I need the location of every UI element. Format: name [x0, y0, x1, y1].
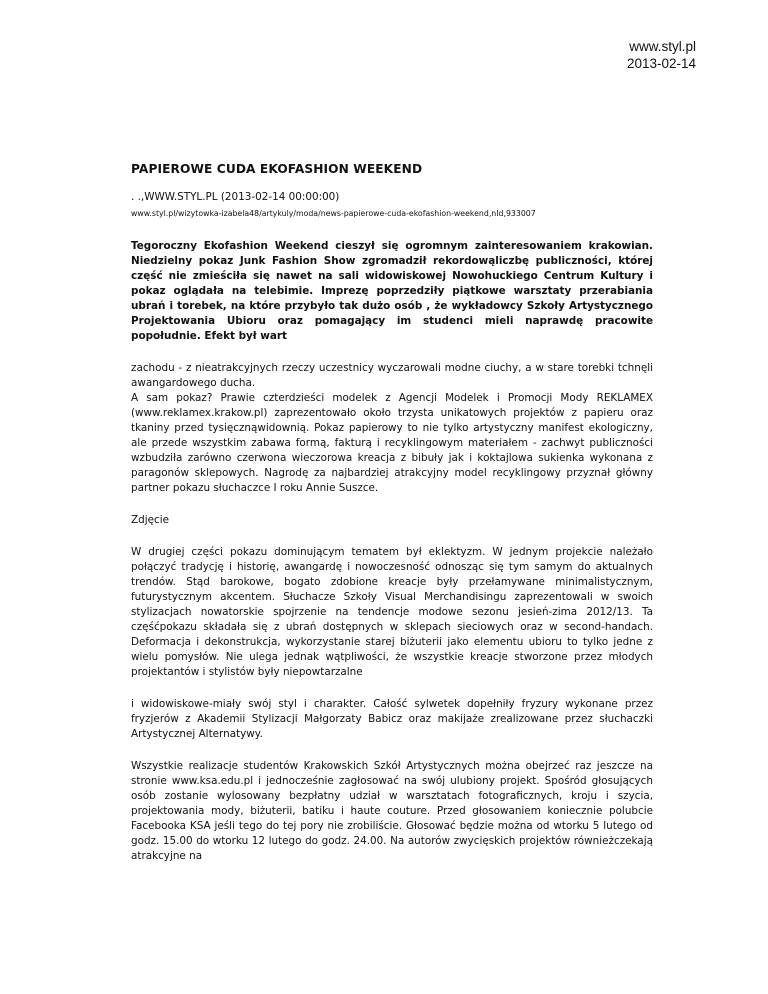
article: [131, 162, 653, 881]
article-paragraph-3: i widowiskowe-miały swój styl i charakter. Całość sylwetek dopełniły fryzury wykonane przez fryzjerów z Akademii Stylizacji Małgorzaty Babicz oraz makijaże zrealizowane przez słuchaczki Artystycznej Alternatywy.: [131, 698, 653, 740]
article-paragraph-2: W drugiej części pokazu dominującym tematem był eklektyzm. W jednym projekcie należało połączyć tradycję i historię, awangardę i nowoczesność odnosząc się tym samym do aktualnych trendów. Stąd barokowe, bogato zdobione kreacje były przełamywane minimalistycznym, futurystycznym akcentem. Słuchacze Szkoły Visual Merchandisingu zaprezentowali w swoich stylizacjach nowatorskie spojrzenie na tendencje modowe sezonu jesień-zima 2012/13. Ta częśćpokazu składała się z ubrań dostępnych w sklepach sieciowych oraz w second-handach. Deformacja i dekonstrukcja, wykorzystanie starej biżuterii jako elementu ubioru to tylko jedne z wielu pomysłów. Nie ulega jednak wątpliwości, że wszystkie kreacje stworzone przez młodych projektantów i stylistów były niepowtarzalne: [131, 546, 653, 678]
article-source: . .,WWW.STYL.PL (2013-02-14 00:00:00): [131, 191, 340, 203]
article-lead: Tegoroczny Ekofashion Weekend cieszył się ogromnym zainteresowaniem krakowian. Niedzielny pokaz Junk Fashion Show zgromadził rekordowąliczbę publiczności, której część nie zmieściła się nawet na sali widowiskowej Nowohuckiego Centrum Kultury i pokaz oglądała na telebimie. Imprezę poprzedziły piątkowe warsztaty przerabiania ubrań i torebek, na które przybyło tak dużo osób , że wykładowcy Szkoły Artystycznego Projektowania Ubioru oraz pomagający im studenci mieli naprawdę pracowite popołudnie. Efekt był wart: [131, 240, 653, 342]
article-url: www.styl.pl/wizytowka-izabela48/artykuly/moda/news-papierowe-cuda-ekofashion-weekend,nId,933007: [131, 209, 536, 218]
page-header: [627, 38, 696, 72]
article-paragraph-1: zachodu - z nieatrakcyjnych rzeczy uczestnicy wyczarowali modne ciuchy, a w stare torebki tchnęli awangardowego ducha. A sam pokaz? Prawie czterdzieści modelek z Agencji Modelek i Promocji Mody REKLAMEX (www.reklamex.krakow.pl) zaprezentowało około trzysta unikatowych projektów z papieru oraz tkaniny przed tysięcznąwidownią. Pokaz papierowy to nie tylko artystyczny manifest ekologiczny, ale przede wszystkim zabawa formą, fakturą i recyklingowym materiałem - zachwyt publiczności wzbudziła zarówno czerwona wieczorowa kreacja z bibuły jak i koktajlowa sukienka wykonana z paragonów sklepowych. Nagrodę za najbardziej atrakcyjny model recyklingowy przyznał główny partner pokazu słuchaczce I roku Annie Suszce.: [131, 362, 653, 494]
header-date: 2013-02-14: [626, 56, 696, 71]
article-paragraph-4: Wszystkie realizacje studentów Krakowskich Szkół Artystycznych można obejrzeć raz jeszcze na stronie www.ksa.edu.pl i jednocześnie zagłosować na swój ulubiony projekt. Spośród głosujących osób zostanie wylosowany bezpłatny udział w warsztatach fotograficznych, kroju i szycia, projektowania mody, biżuterii, batiku i haute couture. Przed głosowaniem koniecznie polubcie Facebooka KSA jeśli tego do tej pory nie zrobiliście. Głosować będzie można od wtorku 5 lutego od godz. 15.00 do wtorku 12 lutego do godz. 24.00. Na autorów zwycięskich projektów równieżczekają atrakcyjne na: [131, 760, 653, 862]
article-title: PAPIEROWE CUDA EKOFASHION WEEKEND: [131, 162, 423, 176]
header-site: www.styl.pl: [629, 39, 696, 54]
photo-label: Zdjęcie: [131, 514, 169, 526]
